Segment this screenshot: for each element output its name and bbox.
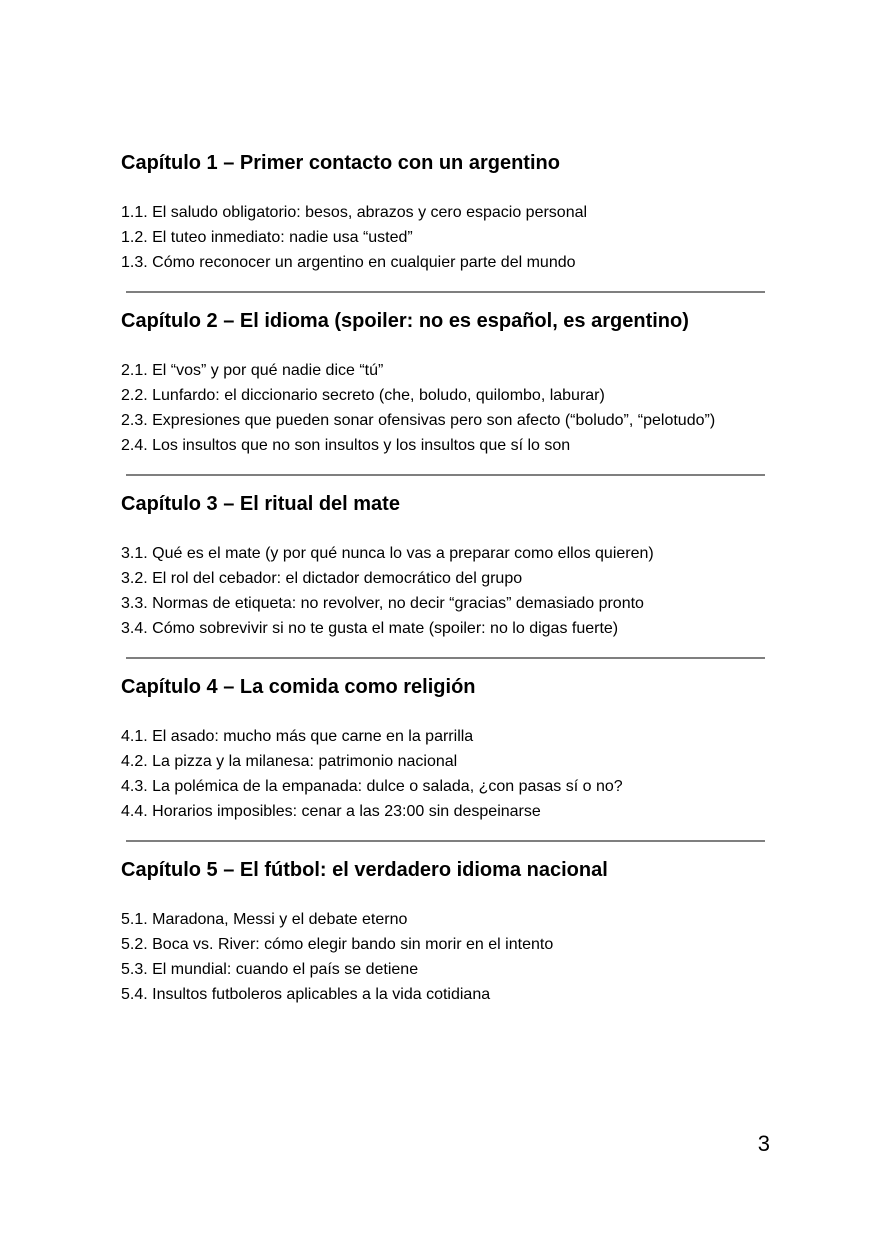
toc-entry: 4.4. Horarios imposibles: cenar a las 23:00 sin despeinarse: [121, 803, 541, 820]
toc-section-chapter-1: [121, 148, 765, 275]
section-divider: [126, 657, 765, 659]
chapter-5-items: [121, 907, 765, 1007]
section-divider: [126, 474, 765, 476]
toc-entry: 2.1. El “vos” y por qué nadie dice “tú”: [121, 362, 384, 379]
toc-entry: 4.1. El asado: mucho más que carne en la parrilla: [121, 728, 474, 745]
toc-entry: 5.2. Boca vs. River: cómo elegir bando sin morir en el intento: [121, 936, 554, 953]
chapter-2-items: [121, 358, 765, 458]
toc-entry: 3.4. Cómo sobrevivir si no te gusta el mate (spoiler: no lo digas fuerte): [121, 620, 619, 637]
toc-entry: 3.1. Qué es el mate (y por qué nunca lo vas a preparar como ellos quieren): [121, 545, 654, 562]
section-divider: [126, 291, 765, 293]
toc-section-chapter-5: [121, 855, 765, 1007]
section-divider: [126, 840, 765, 842]
chapter-4-items: [121, 724, 765, 824]
toc-entry: 2.3. Expresiones que pueden sonar ofensivas pero son afecto (“boludo”, “pelotudo”): [121, 412, 716, 429]
toc-entry: 1.3. Cómo reconocer un argentino en cualquier parte del mundo: [121, 254, 576, 271]
toc-entry: 4.2. La pizza y la milanesa: patrimonio nacional: [121, 753, 458, 770]
toc-entry: 1.2. El tuteo inmediato: nadie usa “usted”: [121, 229, 413, 246]
toc-entry: 2.2. Lunfardo: el diccionario secreto (che, boludo, quilombo, laburar): [121, 387, 605, 404]
toc-entry: 1.1. El saludo obligatorio: besos, abrazos y cero espacio personal: [121, 204, 588, 221]
toc-entry: 5.3. El mundial: cuando el país se detiene: [121, 961, 419, 978]
toc-entry: 3.2. El rol del cebador: el dictador democrático del grupo: [121, 570, 523, 587]
page-number: 3: [757, 1131, 770, 1156]
chapter-3-items: [121, 541, 765, 641]
chapter-1-items: [121, 200, 765, 275]
chapter-5-title: Capítulo 5 – El fútbol: el verdadero idioma nacional: [121, 859, 608, 881]
chapter-1-title: Capítulo 1 – Primer contacto con un argentino: [121, 152, 560, 174]
toc-entry: 5.1. Maradona, Messi y el debate eterno: [121, 911, 408, 928]
toc-entry: 4.3. La polémica de la empanada: dulce o salada, ¿con pasas sí o no?: [121, 778, 623, 795]
toc-entry: 3.3. Normas de etiqueta: no revolver, no decir “gracias” demasiado pronto: [121, 595, 644, 612]
toc-section-chapter-2: [121, 306, 765, 458]
toc-entry: 5.4. Insultos futboleros aplicables a la vida cotidiana: [121, 986, 491, 1003]
toc-section-chapter-4: [121, 672, 765, 824]
toc-entry: 2.4. Los insultos que no son insultos y los insultos que sí lo son: [121, 437, 571, 454]
toc-section-chapter-3: [121, 489, 765, 641]
chapter-3-title: Capítulo 3 – El ritual del mate: [121, 493, 400, 515]
chapter-2-title: Capítulo 2 – El idioma (spoiler: no es español, es argentino): [121, 310, 689, 332]
chapter-4-title: Capítulo 4 – La comida como religión: [121, 676, 476, 698]
